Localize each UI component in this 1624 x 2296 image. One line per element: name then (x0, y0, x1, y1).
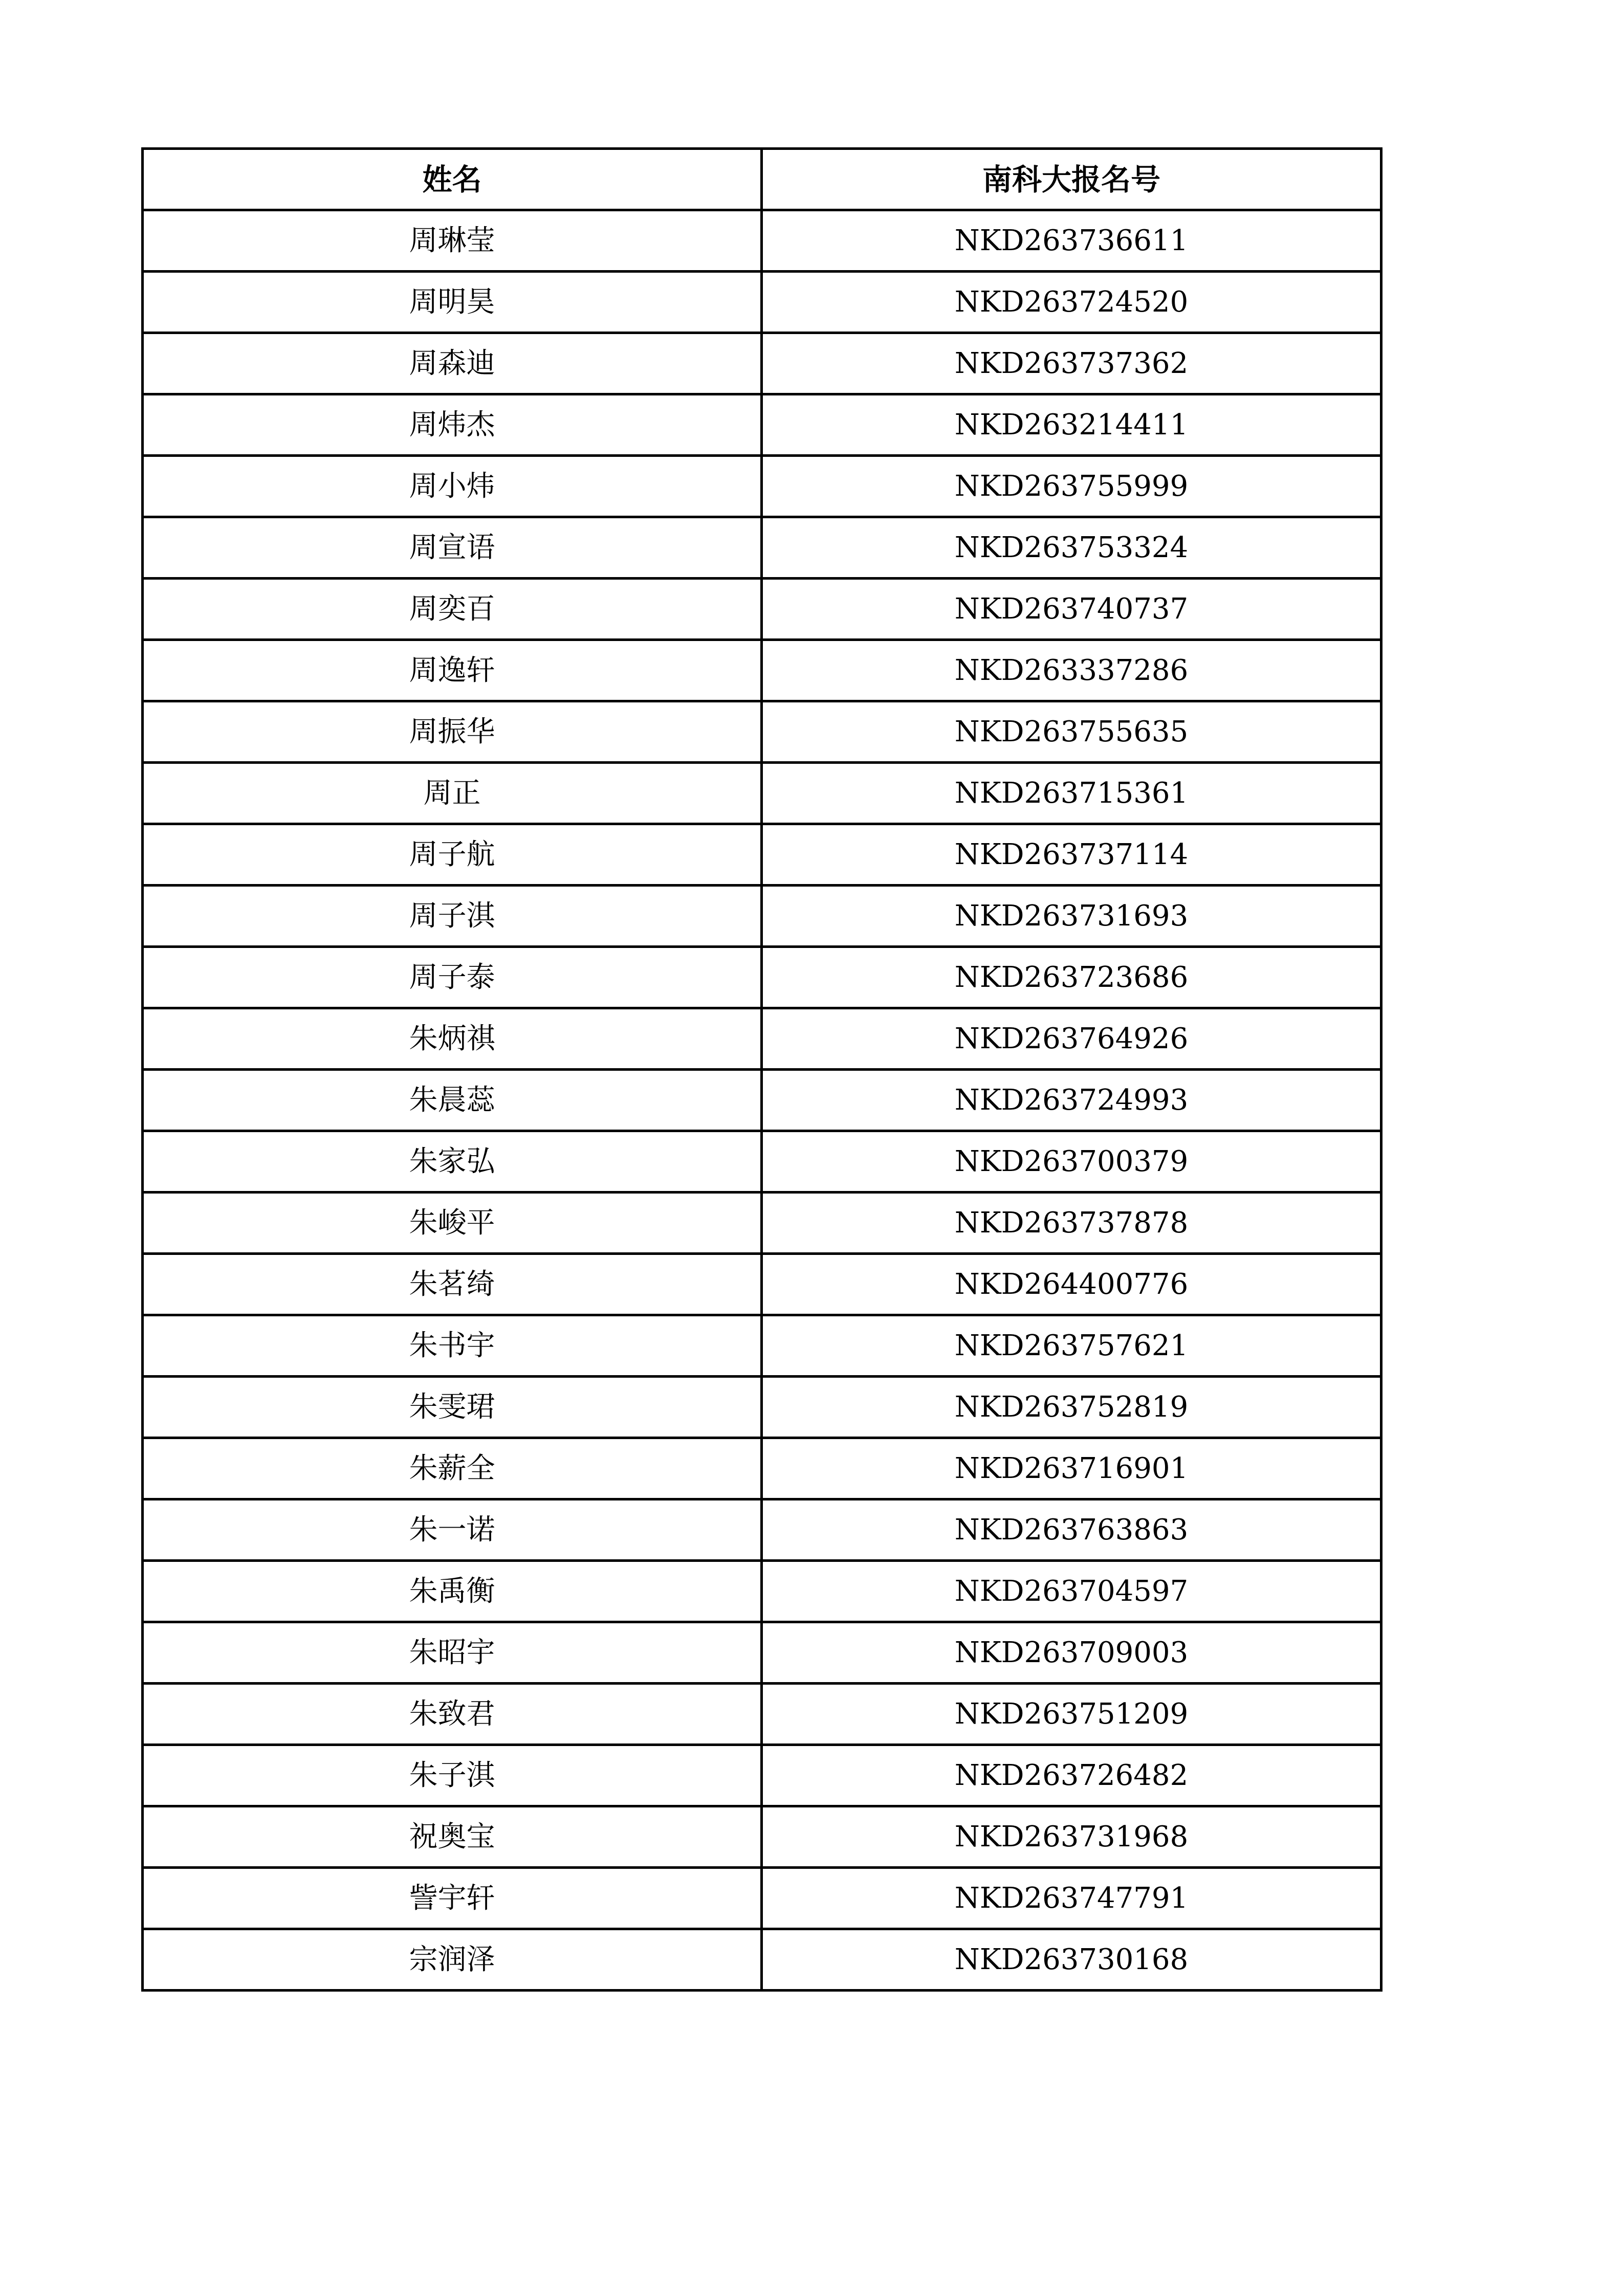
cell-name: 周正 (143, 763, 762, 824)
table-row (143, 517, 1381, 579)
cell-registration-number: NKD263731693 (762, 886, 1381, 947)
table-row (143, 1377, 1381, 1438)
table-row (143, 394, 1381, 456)
table-row (143, 1561, 1381, 1622)
table-row (143, 640, 1381, 701)
header-row (143, 149, 1381, 210)
cell-registration-number: NKD263757621 (762, 1315, 1381, 1377)
cell-registration-number: NKD263723686 (762, 947, 1381, 1008)
roster-table (141, 147, 1382, 1992)
table-row (143, 886, 1381, 947)
cell-registration-number: NKD263337286 (762, 640, 1381, 701)
cell-registration-number: NKD263751209 (762, 1684, 1381, 1745)
cell-registration-number: NKD263755999 (762, 456, 1381, 517)
table-row (143, 579, 1381, 640)
cell-name: 祝奥宝 (143, 1806, 762, 1868)
cell-registration-number: NKD263715361 (762, 763, 1381, 824)
table-row (143, 272, 1381, 333)
cell-name: 朱昭宇 (143, 1622, 762, 1684)
cell-name: 周子淇 (143, 886, 762, 947)
cell-registration-number: NKD263724520 (762, 272, 1381, 333)
cell-name: 朱峻平 (143, 1193, 762, 1254)
cell-registration-number: NKD263747791 (762, 1868, 1381, 1929)
cell-registration-number: NKD263730168 (762, 1929, 1381, 1991)
cell-name: 周明昊 (143, 272, 762, 333)
cell-name: 周逸轩 (143, 640, 762, 701)
table-row (143, 1499, 1381, 1561)
cell-name: 朱子淇 (143, 1745, 762, 1806)
cell-name: 周子航 (143, 824, 762, 886)
cell-registration-number: NKD263753324 (762, 517, 1381, 579)
table-row (143, 1868, 1381, 1929)
cell-name: 朱薪全 (143, 1438, 762, 1499)
table-row (143, 333, 1381, 394)
table-row (143, 210, 1381, 272)
cell-registration-number: NKD263737114 (762, 824, 1381, 886)
table-header (143, 149, 1381, 210)
table-row (143, 701, 1381, 763)
cell-registration-number: NKD263716901 (762, 1438, 1381, 1499)
table-body (143, 210, 1381, 1991)
cell-registration-number: NKD263752819 (762, 1377, 1381, 1438)
table-row (143, 1008, 1381, 1070)
roster-sheet (141, 147, 1380, 1992)
cell-registration-number: NKD263755635 (762, 701, 1381, 763)
table-row (143, 824, 1381, 886)
cell-registration-number: NKD263737362 (762, 333, 1381, 394)
cell-name: 朱雯珺 (143, 1377, 762, 1438)
table-row (143, 1684, 1381, 1745)
cell-registration-number: NKD263724993 (762, 1070, 1381, 1131)
table-row (143, 1315, 1381, 1377)
table-row (143, 1254, 1381, 1315)
cell-name: 周振华 (143, 701, 762, 763)
table-row (143, 1438, 1381, 1499)
column-header-registration-number: 南科大报名号 (762, 149, 1381, 210)
cell-registration-number: NKD263704597 (762, 1561, 1381, 1622)
cell-name: 宗润泽 (143, 1929, 762, 1991)
cell-name: 周子泰 (143, 947, 762, 1008)
table-row (143, 947, 1381, 1008)
table-row (143, 1193, 1381, 1254)
cell-name: 朱家弘 (143, 1131, 762, 1193)
cell-name: 朱晨蕊 (143, 1070, 762, 1131)
cell-registration-number: NKD263737878 (762, 1193, 1381, 1254)
cell-name: 朱茗绮 (143, 1254, 762, 1315)
cell-name: 訾宇轩 (143, 1868, 762, 1929)
cell-name: 朱致君 (143, 1684, 762, 1745)
cell-name: 周奕百 (143, 579, 762, 640)
cell-name: 朱一诺 (143, 1499, 762, 1561)
cell-registration-number: NKD263763863 (762, 1499, 1381, 1561)
cell-registration-number: NKD263764926 (762, 1008, 1381, 1070)
table-row (143, 1745, 1381, 1806)
cell-registration-number: NKD263700379 (762, 1131, 1381, 1193)
cell-registration-number: NKD264400776 (762, 1254, 1381, 1315)
cell-registration-number: NKD263214411 (762, 394, 1381, 456)
cell-name: 周宣语 (143, 517, 762, 579)
cell-registration-number: NKD263709003 (762, 1622, 1381, 1684)
cell-registration-number: NKD263736611 (762, 210, 1381, 272)
cell-registration-number: NKD263740737 (762, 579, 1381, 640)
table-row (143, 763, 1381, 824)
column-header-name: 姓名 (143, 149, 762, 210)
table-row (143, 1929, 1381, 1991)
cell-name: 朱书宇 (143, 1315, 762, 1377)
cell-name: 周森迪 (143, 333, 762, 394)
cell-registration-number: NKD263726482 (762, 1745, 1381, 1806)
table-row (143, 1131, 1381, 1193)
table-row (143, 1806, 1381, 1868)
cell-name: 朱炳祺 (143, 1008, 762, 1070)
table-row (143, 456, 1381, 517)
table-row (143, 1070, 1381, 1131)
table-row (143, 1622, 1381, 1684)
cell-name: 朱禹衡 (143, 1561, 762, 1622)
cell-name: 周炜杰 (143, 394, 762, 456)
cell-name: 周小炜 (143, 456, 762, 517)
cell-registration-number: NKD263731968 (762, 1806, 1381, 1868)
cell-name: 周琳莹 (143, 210, 762, 272)
